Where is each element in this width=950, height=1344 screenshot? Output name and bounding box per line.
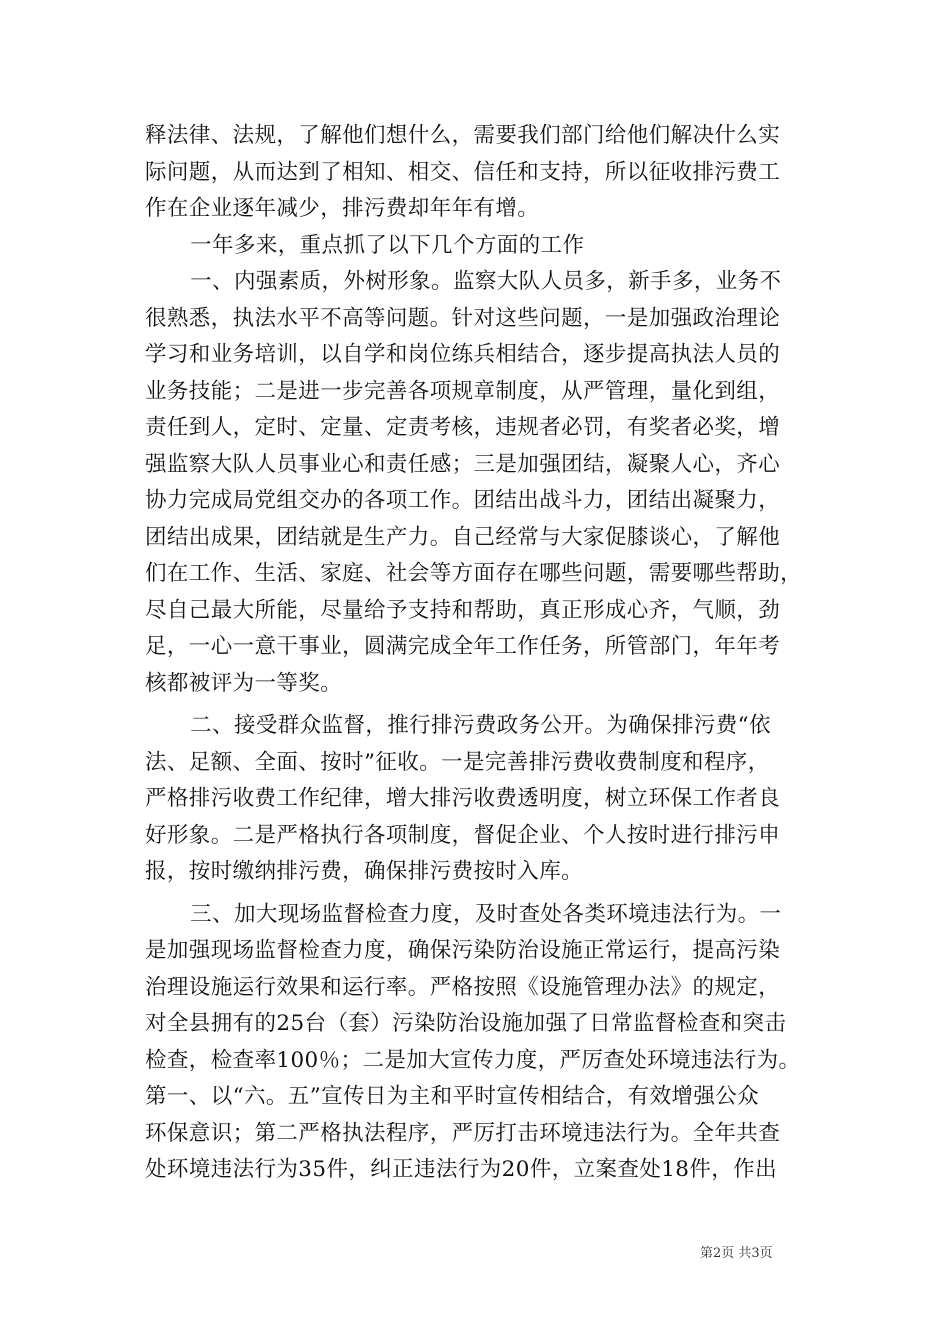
text-line: 际问题，从而达到了相知、相交、信任和支持，所以征收排污费工 xyxy=(145,159,781,185)
text-line: 好形象。二是严格执行各项制度，督促企业、个人按时进行排污申 xyxy=(145,822,781,848)
paragraph xyxy=(145,897,825,1189)
text-line: 报，按时缴纳排污费，确保排污费按时入库。 xyxy=(145,859,584,884)
paragraph xyxy=(145,708,825,891)
text-line: 业务技能；二是进一步完善各项规章制度，从严管理，量化到组， xyxy=(145,378,781,404)
paragraph xyxy=(145,118,825,228)
text-line: 是加强现场监督检查力度，确保污染防治设施正常运行，提高污染 xyxy=(145,938,781,963)
paragraph xyxy=(145,228,825,265)
text-line: 们在工作、生活、家庭、社会等方面存在哪些问题，需要哪些帮助， xyxy=(145,561,803,586)
text-line: 环保意识；第二严格执法程序，严厉打击环境违法行为。全年共查 xyxy=(145,1120,781,1146)
text-line: 尽自己最大所能，尽量给予支持和帮助，真正形成心齐，气顺，劲 xyxy=(145,597,781,623)
paragraph xyxy=(145,264,825,702)
text-line: 三、加大现场监督检查力度，及时查处各类环境违法行为。一 xyxy=(190,901,782,927)
text-line: 严格排污收费工作纪律，增大排污收费透明度，树立环保工作者良 xyxy=(145,786,781,811)
text-line: 核都被评为一等奖。 xyxy=(145,670,343,696)
text-line: 足，一心一意干事业，圆满完成全年工作任务，所管部门，年年考 xyxy=(145,634,781,659)
text-line: 释法律、法规，了解他们想什么，需要我们部门给他们解决什么实 xyxy=(145,123,781,148)
text-line: 学习和业务培训，以自学和岗位练兵相结合，逐步提高执法人员的 xyxy=(145,342,781,367)
text-line: 很熟悉，执法水平不高等问题。针对这些问题，一是加强政治理论 xyxy=(145,305,781,331)
text-line: 作在企业逐年减少，排污费却年年有增。 xyxy=(145,196,540,221)
body-text xyxy=(145,118,825,1189)
text-line: 强监察大队人员事业心和责任感；三是加强团结，凝聚人心，齐心 xyxy=(145,451,781,477)
text-line: 一年多来，重点抓了以下几个方面的工作 xyxy=(190,232,585,258)
text-line: 治理设施运行效果和运行率。严格按照《设施管理办法》的规定， xyxy=(145,974,781,1000)
text-line: 二、接受群众监督，推行排污费政务公开。为确保排污费“依 xyxy=(190,713,771,738)
text-line: 团结出成果，团结就是生产力。自己经常与大家促膝谈心，了解他 xyxy=(145,524,781,550)
text-line: 处环境违法行为35件，纠正违法行为20件，立案查处18件，作出 xyxy=(145,1157,777,1182)
text-line: 对全县拥有的25台（套）污染防治设施加强了日常监督检查和突击 xyxy=(145,1011,787,1036)
text-line: 检查，检查率100％；二是加大宣传力度，严厉查处环境违法行为。 xyxy=(145,1047,801,1073)
text-line: 一、内强素质，外树形象。监察大队人员多，新手多，业务不 xyxy=(190,269,782,294)
page-number: 第2页 共3页 xyxy=(700,1246,773,1261)
text-line: 协力完成局党组交办的各项工作。团结出战斗力，团结出凝聚力， xyxy=(145,488,781,513)
text-line: 法、足额、全面、按时”征收。一是完善排污费收费制度和程序， xyxy=(145,749,770,775)
text-line: 责任到人，定时、定量、定责考核，违规者必罚，有奖者必奖，增 xyxy=(145,415,781,440)
text-line: 第一、以“六。五”宣传日为主和平时宣传相结合，有效增强公众 xyxy=(145,1084,760,1109)
